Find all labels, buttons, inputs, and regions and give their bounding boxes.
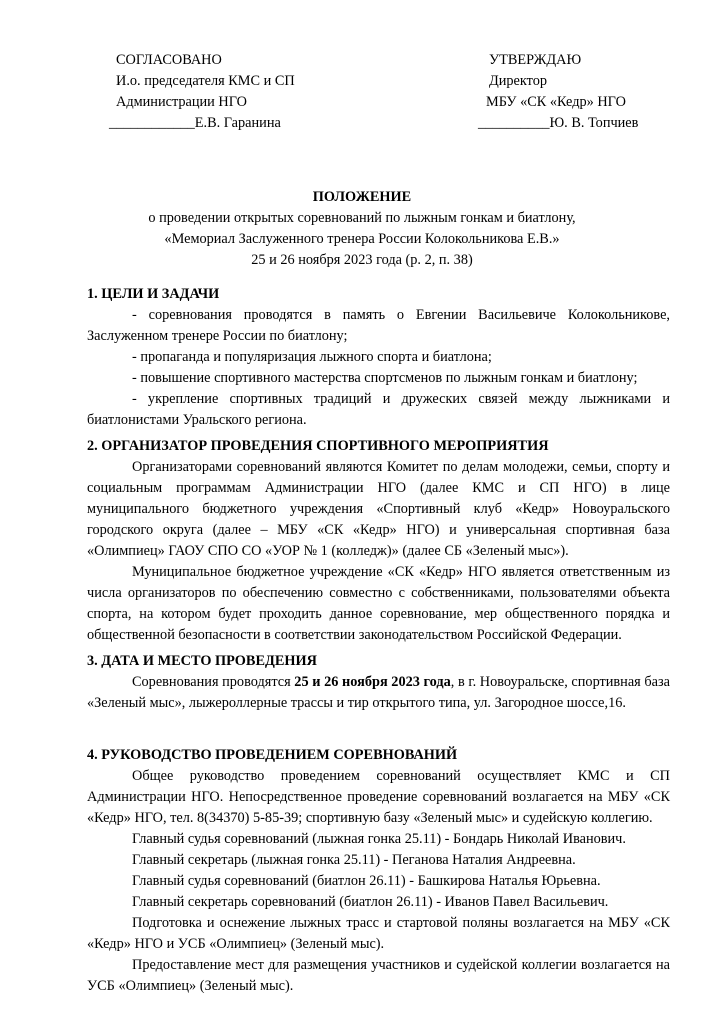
document-subtitle-line1: о проведении открытых соревнований по лыжным гонкам и биатлону, bbox=[148, 210, 576, 226]
document-title-block bbox=[0, 187, 724, 271]
section-management-heading: 4. РУКОВОДСТВО ПРОВЕДЕНИЕМ СОРЕВНОВАНИЙ bbox=[87, 747, 458, 763]
chief-judge-ski: Главный судья соревнований (лыжная гонка 25.11) - Бондарь Николай Иванович. bbox=[132, 831, 626, 847]
section-date-place-heading: 3. ДАТА И МЕСТО ПРОВЕДЕНИЯ bbox=[87, 653, 317, 669]
approval-left-heading: СОГЛАСОВАНО bbox=[116, 52, 222, 68]
chief-judge-biathlon: Главный судья соревнований (биатлон 26.11) - Башкирова Наталья Юрьевна. bbox=[132, 873, 601, 889]
section-organizer-heading: 2. ОРГАНИЗАТОР ПРОВЕДЕНИЯ СПОРТИВНОГО МЕРОПРИЯТИЯ bbox=[87, 438, 549, 454]
document-subtitle-line2: «Мемориал Заслуженного тренера России Колокольникова Е.В.» bbox=[164, 231, 560, 247]
goal-item-4-line2: биатлонистами Уральского региона. bbox=[87, 412, 307, 428]
section-goals bbox=[87, 284, 670, 431]
section-goals-heading: 1. ЦЕЛИ И ЗАДАЧИ bbox=[87, 286, 220, 302]
chief-secretary-biathlon: Главный секретарь соревнований (биатлон 26.11) - Иванов Павел Васильевич. bbox=[132, 894, 609, 910]
approval-right-signature: __________Ю. В. Топчиев bbox=[478, 115, 639, 131]
approval-left-signature: ____________Е.В. Гаранина bbox=[109, 115, 281, 131]
document-subtitle-line3: 25 и 26 ноября 2023 года (р. 2, п. 38) bbox=[251, 252, 473, 268]
section-organizer bbox=[87, 436, 670, 646]
goal-item-1-line2: Заслуженном тренере России по биатлону; bbox=[87, 328, 348, 344]
management-paragraph-3: Предоставление мест для размещения участников и судейской коллегии возлагается на УСБ «Олимпиец» (Зеленый мыс). bbox=[87, 957, 670, 994]
date-place-paragraph bbox=[87, 672, 670, 714]
management-paragraph-1: Общее руководство проведением соревнований осуществляет КМС и СП Администрации НГО. Непосредственное проведение соревнований возлагается на МБУ «СК «Кедр» НГО, тел. 8(34370) 5-85-39; спортивную базу «Зеленый мыс» и судейскую коллегию. bbox=[87, 768, 670, 826]
approval-right-organization: МБУ «СК «Кедр» НГО bbox=[486, 94, 626, 110]
approval-block-left bbox=[109, 50, 295, 134]
goal-item-1-line1: - соревнования проводятся в память о Евгении Васильевиче Колокольникове, bbox=[132, 307, 670, 323]
organizer-paragraph-1: Организаторами соревнований являются Комитет по делам молодежи, семьи, спорту и социальным программам Администрации НГО (далее КМС и СП НГО) в лице муниципального бюджетного учреждения «Спортивный клуб «Кедр» Новоуральского городского округа (далее – МБУ «СК «Кедр» НГО) и универсальная спортивная база «Олимпиец» ГАОУ СПО СО «УОР № 1 (колледж)» (далее СБ «Зеленый мыс»). bbox=[87, 459, 670, 559]
date-place-text-end: , в г. Новоуральске, спортивная база «Зеленый мыс», лыжероллерные трассы и тир открытого типа, ул. Загородное шоссе,16. bbox=[87, 674, 670, 711]
document-title: ПОЛОЖЕНИЕ bbox=[312, 189, 412, 205]
approval-right-position: Директор bbox=[489, 73, 548, 89]
section-management bbox=[87, 745, 670, 997]
chief-secretary-ski: Главный секретарь (лыжная гонка 25.11) - Пеганова Наталия Андреевна. bbox=[132, 852, 576, 868]
goal-item-2: - пропаганда и популяризация лыжного спорта и биатлона; bbox=[132, 349, 492, 365]
date-place-text-start: Соревнования проводятся bbox=[132, 674, 295, 690]
organizer-paragraph-2: Муниципальное бюджетное учреждение «СК «Кедр» НГО является ответственным из числа организаторов по обеспечению совместно с собственниками, пользователями объекта спорта, на котором будет проходить данное соревнование, мер общественного порядка и общественной безопасности в соответствии законодательством Российской Федерации. bbox=[87, 564, 670, 643]
management-paragraph-2: Подготовка и оснежение лыжных трасс и стартовой поляны возлагается на МБУ «СК «Кедр» НГО и УСБ «Олимпиец» (Зеленый мыс). bbox=[87, 915, 670, 952]
goal-item-4-line1: - укрепление спортивных традиций и дружеских связей между лыжниками и bbox=[132, 391, 670, 407]
section-date-place bbox=[87, 651, 670, 714]
date-place-dates: 25 и 26 ноября 2023 года bbox=[294, 674, 451, 690]
approval-left-organization: Администрации НГО bbox=[116, 94, 247, 110]
approval-right-heading: УТВЕРЖДАЮ bbox=[489, 52, 582, 68]
approval-left-position: И.о. председателя КМС и СП bbox=[116, 73, 295, 89]
goal-item-3: - повышение спортивного мастерства спортсменов по лыжным гонкам и биатлону; bbox=[132, 370, 638, 386]
approval-block-right bbox=[478, 50, 638, 134]
